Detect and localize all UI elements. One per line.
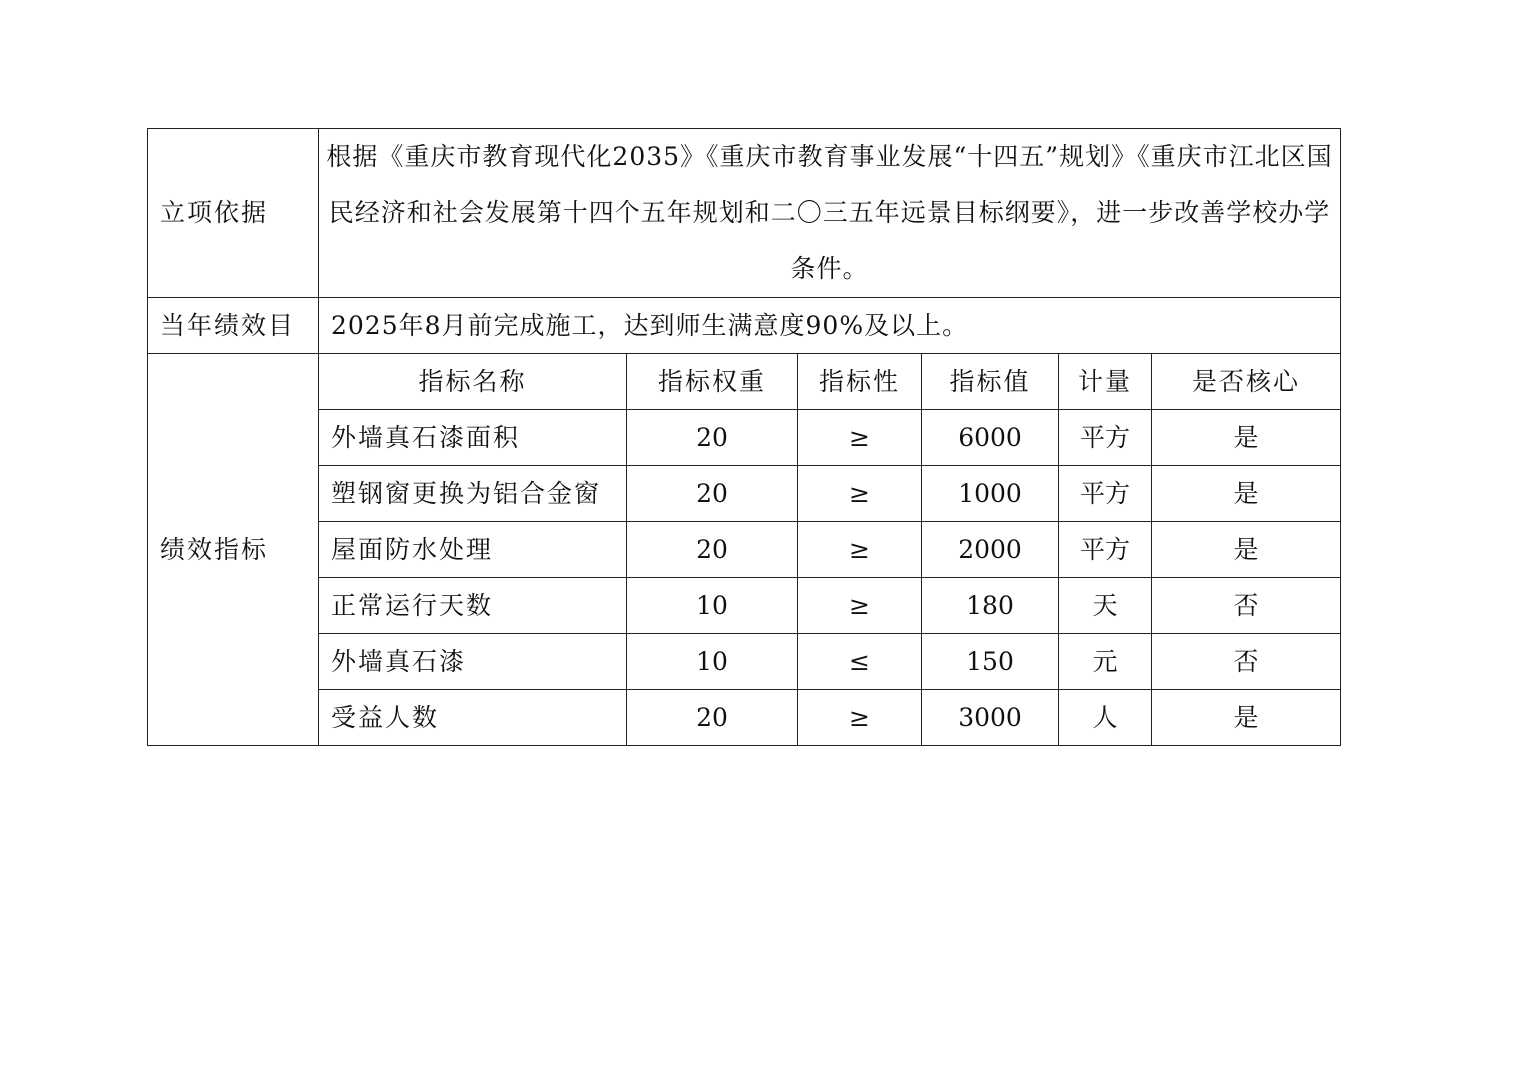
- indicator-nature: ≥: [798, 466, 922, 522]
- indicator-weight: 10: [627, 578, 798, 634]
- indicator-name: 正常运行天数: [319, 578, 627, 634]
- indicator-core: 是: [1152, 466, 1341, 522]
- indicator-weight: 20: [627, 690, 798, 746]
- indicator-core: 是: [1152, 410, 1341, 466]
- indicator-name: 受益人数: [319, 690, 627, 746]
- indicator-unit: 平方: [1059, 466, 1152, 522]
- indicators-label: 绩效指标: [148, 354, 319, 746]
- table-row: [148, 410, 1341, 466]
- indicator-name: 塑钢窗更换为铝合金窗: [319, 466, 627, 522]
- table-row: [148, 690, 1341, 746]
- indicator-nature: ≥: [798, 522, 922, 578]
- indicator-core: 是: [1152, 690, 1341, 746]
- basis-row: [148, 129, 1341, 298]
- indicator-nature: ≤: [798, 634, 922, 690]
- header-value: 指标值: [922, 354, 1059, 410]
- indicator-core: 否: [1152, 634, 1341, 690]
- indicator-name: 外墙真石漆: [319, 634, 627, 690]
- header-name: 指标名称: [319, 354, 627, 410]
- header-unit: 计量: [1059, 354, 1152, 410]
- indicator-value: 6000: [922, 410, 1059, 466]
- table-row: [148, 578, 1341, 634]
- indicator-unit: 人: [1059, 690, 1152, 746]
- header-core: 是否核心: [1152, 354, 1341, 410]
- performance-table: [147, 128, 1341, 746]
- indicator-nature: ≥: [798, 690, 922, 746]
- indicator-weight: 10: [627, 634, 798, 690]
- header-nature: 指标性: [798, 354, 922, 410]
- header-weight: 指标权重: [627, 354, 798, 410]
- basis-text: 根据《重庆市教育现代化2035》《重庆市教育事业发展“十四五”规划》《重庆市江北区国民经济和社会发展第十四个五年规划和二〇三五年远景目标纲要》，进一步改善学校办学条件。: [319, 129, 1341, 298]
- indicator-weight: 20: [627, 410, 798, 466]
- goal-text: 2025年8月前完成施工，达到师生满意度90%及以上。: [319, 298, 1341, 354]
- indicator-unit: 平方: [1059, 410, 1152, 466]
- indicator-nature: ≥: [798, 578, 922, 634]
- indicator-header-row: [148, 354, 1341, 410]
- table-row: [148, 634, 1341, 690]
- indicator-nature: ≥: [798, 410, 922, 466]
- table-row: [148, 466, 1341, 522]
- goal-row: [148, 298, 1341, 354]
- table-row: [148, 522, 1341, 578]
- indicator-value: 3000: [922, 690, 1059, 746]
- indicator-weight: 20: [627, 466, 798, 522]
- indicator-name: 外墙真石漆面积: [319, 410, 627, 466]
- goal-label: 当年绩效目: [148, 298, 319, 354]
- indicator-unit: 元: [1059, 634, 1152, 690]
- indicator-core: 是: [1152, 522, 1341, 578]
- indicator-core: 否: [1152, 578, 1341, 634]
- basis-label: 立项依据: [148, 129, 319, 298]
- indicator-value: 180: [922, 578, 1059, 634]
- indicator-value: 1000: [922, 466, 1059, 522]
- indicator-value: 150: [922, 634, 1059, 690]
- indicator-unit: 平方: [1059, 522, 1152, 578]
- indicator-name: 屋面防水处理: [319, 522, 627, 578]
- indicator-unit: 天: [1059, 578, 1152, 634]
- indicator-value: 2000: [922, 522, 1059, 578]
- indicator-weight: 20: [627, 522, 798, 578]
